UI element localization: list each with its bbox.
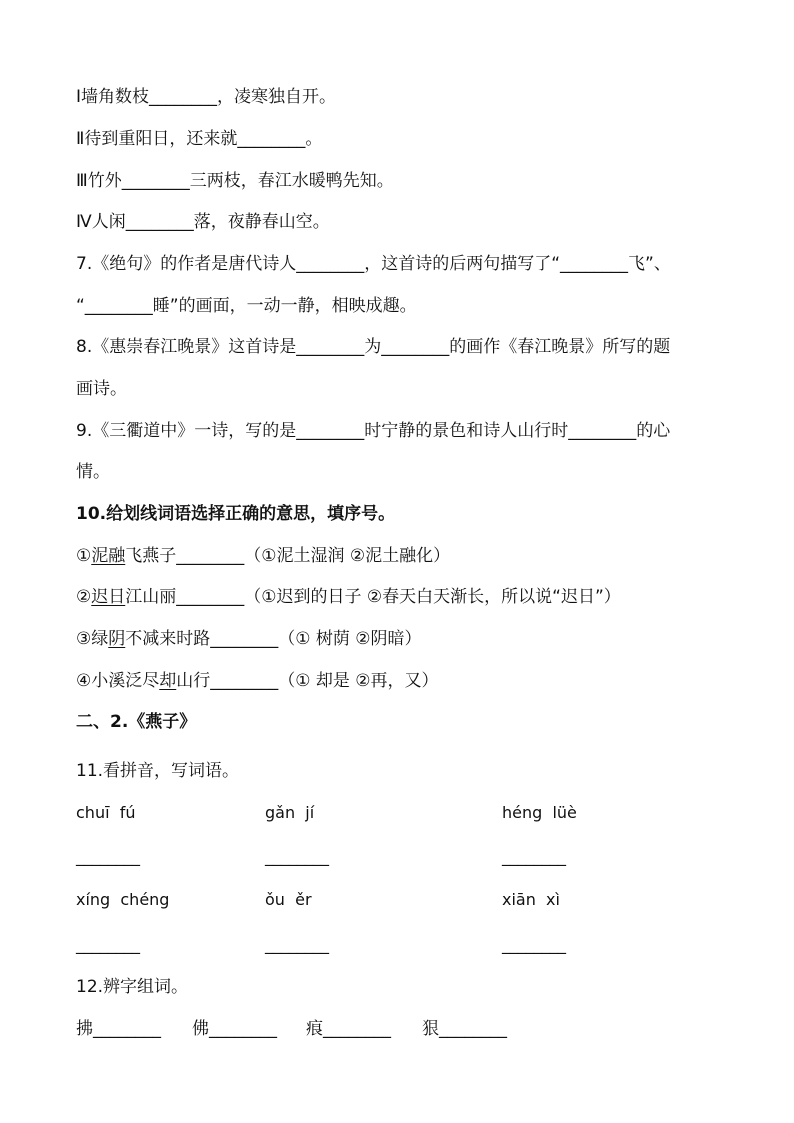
question-9-line-2: 情。 (76, 462, 110, 482)
word-group-1[interactable]: 拂________ (76, 1019, 161, 1039)
item-4-rest: 山行________（① 却是 ②再，又） (176, 671, 439, 691)
pinyin-3: héng lüè (502, 803, 577, 822)
item-2-underlined-word: 迟日 (91, 587, 126, 607)
question-10-heading: 10.给划线词语选择正确的意思，填序号。 (76, 504, 396, 524)
answer-blank-2[interactable]: ________ (265, 847, 329, 866)
answer-blank-6[interactable]: ________ (502, 935, 566, 954)
item-1-rest: 飞燕子________（①泥土湿润 ②泥土融化） (125, 546, 451, 566)
item-3-prefix: ③绿 (76, 629, 109, 649)
pinyin-4: xíng chéng (76, 890, 170, 909)
word-group-4[interactable]: 狠________ (422, 1019, 507, 1039)
item-2-rest: 江山丽________（①迟到的日子 ②春天白天渐长，所以说“迟日”） (125, 587, 621, 607)
poem-line-2: Ⅱ待到重阳日，还来就________。 (76, 129, 323, 149)
poem-line-1: Ⅰ墙角数枝________，凌寒独自开。 (76, 87, 337, 107)
word-group-2[interactable]: 佛________ (192, 1019, 277, 1039)
item-4-underlined-word: 却 (159, 671, 177, 691)
item-1-prefix: ① (76, 546, 92, 566)
question-10-item-2 (76, 586, 621, 608)
pinyin-1: chuī fú (76, 803, 136, 822)
question-8-line-2: 画诗。 (76, 379, 127, 399)
poem-line-3: Ⅲ竹外________三两枝，春江水暖鸭先知。 (76, 171, 394, 191)
word-group-3[interactable]: 痕________ (306, 1019, 391, 1039)
poem-line-4: Ⅳ人闲________落，夜静春山空。 (76, 212, 330, 232)
question-8-line-1: 8.《惠崇春江晚景》这首诗是________为________的画作《春江晚景》所写的题 (76, 337, 671, 357)
question-7-line-1: 7.《绝句》的作者是唐代诗人________，这首诗的后两句描写了“________飞”、 (76, 254, 671, 274)
pinyin-5: ǒu ěr (265, 890, 312, 909)
question-12-heading: 12.辨字组词。 (76, 977, 189, 997)
pinyin-2: gǎn jí (265, 803, 315, 822)
item-4-prefix: ④小溪泛尽 (76, 671, 160, 691)
item-3-rest: 不减来时路________（① 树荫 ②阴暗） (125, 629, 422, 649)
answer-blank-3[interactable]: ________ (502, 847, 566, 866)
question-10-item-1 (76, 545, 450, 567)
pinyin-6: xiān xì (502, 890, 560, 909)
question-11-heading: 11.看拼音，写词语。 (76, 761, 240, 781)
section-heading: 二、2.《燕子》 (76, 712, 197, 732)
answer-blank-1[interactable]: ________ (76, 847, 140, 866)
answer-blank-5[interactable]: ________ (265, 935, 329, 954)
item-1-underlined-word: 泥融 (91, 546, 126, 566)
item-2-prefix: ② (76, 587, 92, 607)
question-7-line-2: “________睡”的画面，一动一静，相映成趣。 (76, 296, 417, 316)
question-10-item-3 (76, 628, 422, 650)
question-10-item-4 (76, 670, 439, 692)
item-3-underlined-word: 阴 (108, 629, 126, 649)
question-9-line-1: 9.《三衢道中》一诗，写的是________时宁静的景色和诗人山行时________的心 (76, 421, 671, 441)
answer-blank-4[interactable]: ________ (76, 935, 140, 954)
